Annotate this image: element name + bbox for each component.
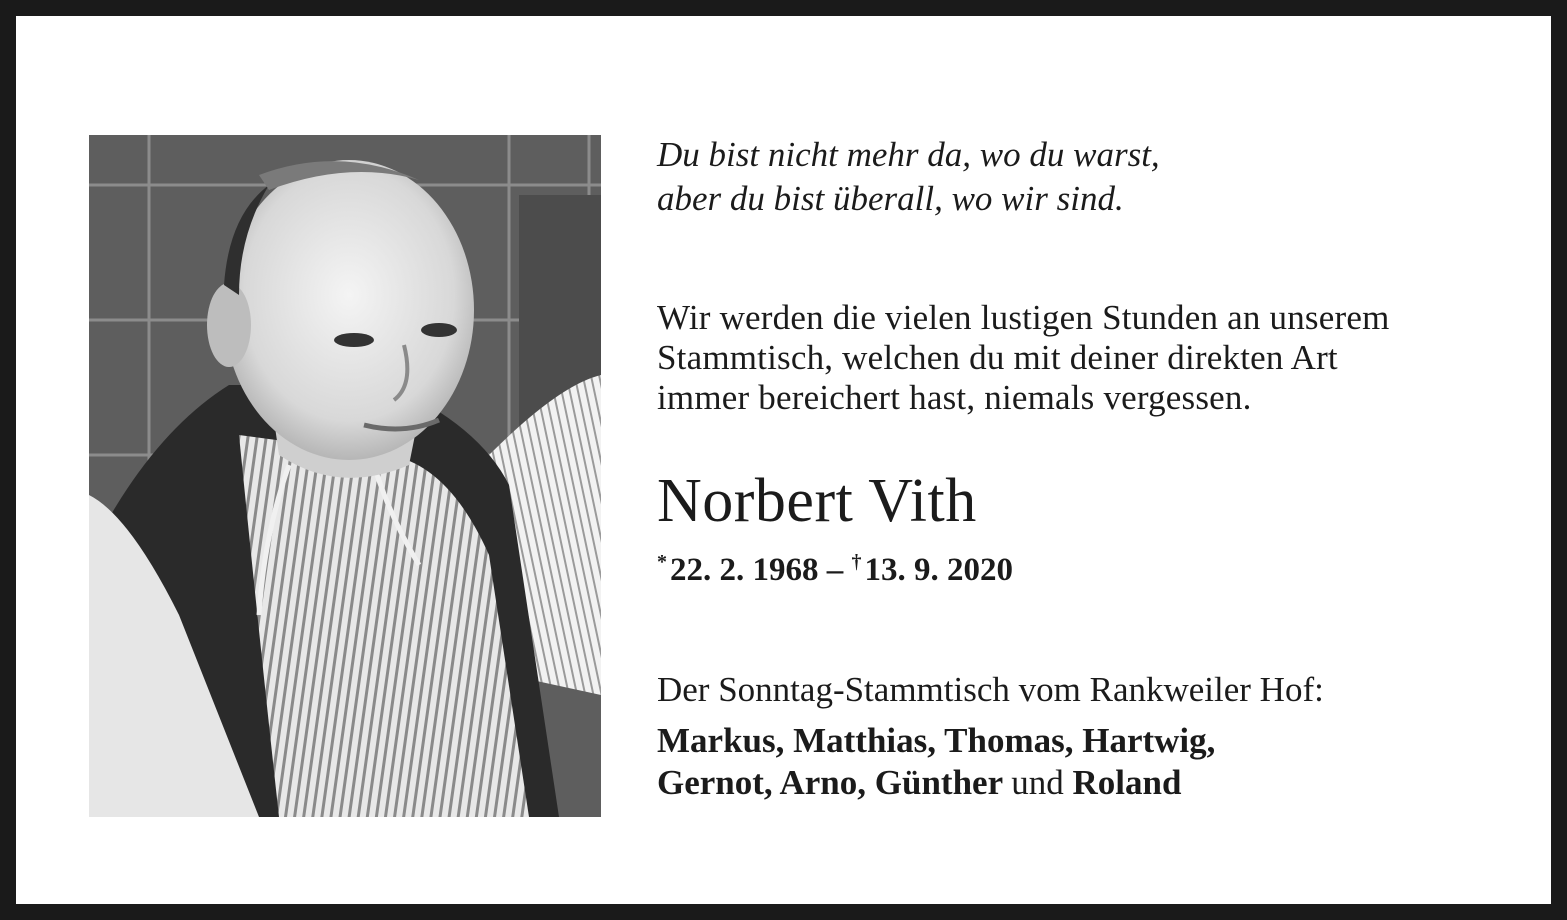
memorial-quote [657, 133, 1537, 221]
obituary-text [657, 133, 1537, 804]
signatories-line: Markus, Matthias, Thomas, Hartwig, [657, 721, 1216, 760]
birth-date: 22. 2. 1968 [670, 552, 819, 588]
message-line: Wir werden die vielen lustigen Stunden an unserem [657, 298, 1390, 337]
signoff-line: Der Sonntag-Stammtisch vom Rankweiler Hof: [657, 670, 1324, 709]
message-line: Stammtisch, welchen du mit deiner direkten Art [657, 338, 1338, 377]
death-date: 13. 9. 2020 [864, 552, 1013, 588]
life-dates [657, 542, 1537, 590]
deceased-name: Norbert Vith [657, 467, 977, 535]
signatories [657, 720, 1537, 804]
conjunction: und [1011, 763, 1064, 802]
memorial-message [657, 298, 1537, 418]
quote-line: Du bist nicht mehr da, wo du warst, [657, 135, 1160, 174]
signatories-last-name: Roland [1072, 763, 1182, 802]
birth-symbol: * [657, 551, 667, 573]
message-line: immer bereichert hast, niemals vergessen. [657, 378, 1252, 417]
date-separator: – [826, 552, 844, 588]
death-symbol: † [851, 551, 862, 573]
signatories-names: Gernot, Arno, Günther [657, 763, 1003, 802]
signatories-line [657, 762, 1537, 804]
portrait-photo [89, 135, 601, 817]
quote-line: aber du bist überall, wo wir sind. [657, 179, 1124, 218]
